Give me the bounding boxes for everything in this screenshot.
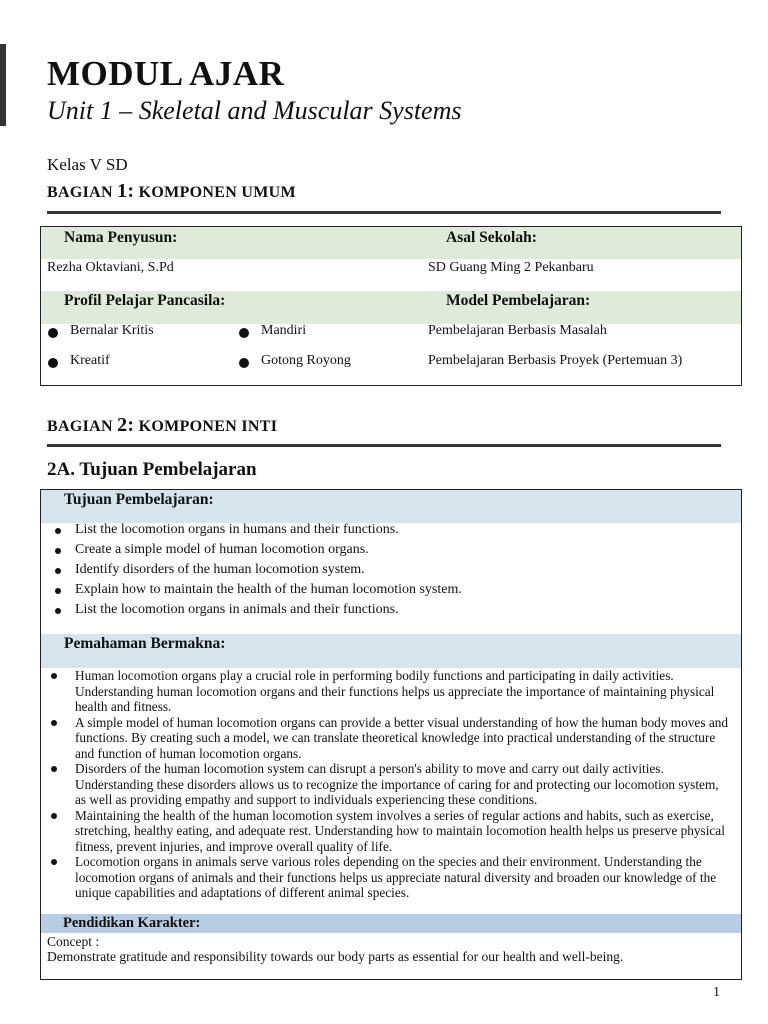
document-title: MODUL AJAR xyxy=(47,54,285,93)
section-1-label: KOMPONEN UMUM xyxy=(134,184,296,201)
bullet-icon xyxy=(55,608,61,614)
section-1-number: 1: xyxy=(117,180,135,202)
model-pembelajaran-label: Model Pembelajaran: xyxy=(446,292,591,309)
bullet-icon xyxy=(48,328,58,338)
list-item: Create a simple model of human locomotion organs. xyxy=(49,540,733,560)
list-item: Maintaining the health of the human locomotion system involves a series of regular actions and habits, such as exercise, stretching, healthy eating, and adequate rest. Understanding how to maintain locomotion health helps us preserve physical fitness, prevent injuries, and improve overall quality of life. xyxy=(49,808,733,855)
profil-item: Mandiri xyxy=(261,323,307,338)
section-1-divider xyxy=(47,211,721,214)
tujuan-list xyxy=(49,520,733,620)
list-item: A simple model of human locomotion organs can provide a better visual understanding of how the human body moves and functions. By creating such a model, we can translate theoretical knowledge into practical understanding of the structure and function of human locomotion organs. xyxy=(49,715,733,762)
bullet-icon xyxy=(55,588,61,594)
list-item: List the locomotion organs in animals and their functions. xyxy=(49,600,733,620)
class-level: Kelas V SD xyxy=(47,155,128,174)
bullet-icon xyxy=(239,358,249,368)
profil-item: Gotong Royong xyxy=(261,353,351,368)
tujuan-label: Tujuan Pembelajaran: xyxy=(64,491,214,508)
subsection-2a-title: 2A. Tujuan Pembelajaran xyxy=(47,459,257,480)
section-2-divider xyxy=(47,444,721,447)
list-item: Identify disorders of the human locomotion system. xyxy=(49,560,733,580)
asal-sekolah-label: Asal Sekolah: xyxy=(446,229,537,246)
profil-item: Kreatif xyxy=(70,353,110,368)
nama-penyusun-value: Rezha Oktaviani, S.Pd xyxy=(47,260,174,275)
bullet-icon xyxy=(51,813,57,819)
section-1-prefix: BAGIAN xyxy=(47,184,118,201)
bullet-icon xyxy=(55,528,61,534)
document-subtitle: Unit 1 – Skeletal and Muscular Systems xyxy=(47,96,462,125)
bullet-icon xyxy=(239,328,249,338)
section-1-heading xyxy=(47,180,296,203)
karakter-text: Demonstrate gratitude and responsibility towards our body parts as essential for our health and well-being. xyxy=(47,949,624,964)
profil-pelajar-label: Profil Pelajar Pancasila: xyxy=(64,292,226,309)
list-item: Locomotion organs in animals serve various roles depending on the species and their environment. Understanding the locomotion organs of animals and their functions helps us appreciate natural diversity and broaden our knowledge of the unique capabilities and adaptations of different animal species. xyxy=(49,854,733,901)
page-number: 1 xyxy=(713,985,720,1000)
section-2-label: KOMPONEN INTI xyxy=(134,418,278,435)
tujuan-pembelajaran-table xyxy=(40,489,742,980)
bullet-icon xyxy=(51,766,57,772)
asal-sekolah-value: SD Guang Ming 2 Pekanbaru xyxy=(428,260,594,275)
profil-item: Bernalar Kritis xyxy=(70,323,154,338)
list-item: List the locomotion organs in humans and their functions. xyxy=(49,520,733,540)
bullet-icon xyxy=(51,673,57,679)
list-item: Disorders of the human locomotion system can disrupt a person's ability to move and carry out daily activities. Understanding these disorders allows us to recognize the importance of caring for and protecting our locomotion system, as well as providing empathy and support to individuals experiencing these conditions. xyxy=(49,761,733,808)
komponen-umum-table xyxy=(40,226,742,386)
list-item: Explain how to maintain the health of the human locomotion system. xyxy=(49,580,733,600)
pemahaman-label: Pemahaman Bermakna: xyxy=(64,635,226,652)
section-2-prefix: BAGIAN xyxy=(47,418,118,435)
bullet-icon xyxy=(55,568,61,574)
karakter-label: Pendidikan Karakter: xyxy=(63,915,201,931)
section-2-number: 2: xyxy=(117,414,135,436)
left-margin-bar xyxy=(0,44,6,126)
bullet-icon xyxy=(51,720,57,726)
list-item: Human locomotion organs play a crucial role in performing bodily functions and participating in daily activities. Understanding human locomotion organs and their functions helps us appreciate the importance of maintaining physical health and fitness. xyxy=(49,668,733,715)
bullet-icon xyxy=(55,548,61,554)
nama-penyusun-label: Nama Penyusun: xyxy=(64,229,178,246)
bullet-icon xyxy=(48,358,58,368)
karakter-concept: Concept : xyxy=(47,934,100,949)
model-item: Pembelajaran Berbasis Masalah xyxy=(428,323,607,338)
model-item: Pembelajaran Berbasis Proyek (Pertemuan 3) xyxy=(428,353,683,368)
bullet-icon xyxy=(51,859,57,865)
pemahaman-list xyxy=(49,668,733,901)
section-2-heading xyxy=(47,414,277,437)
